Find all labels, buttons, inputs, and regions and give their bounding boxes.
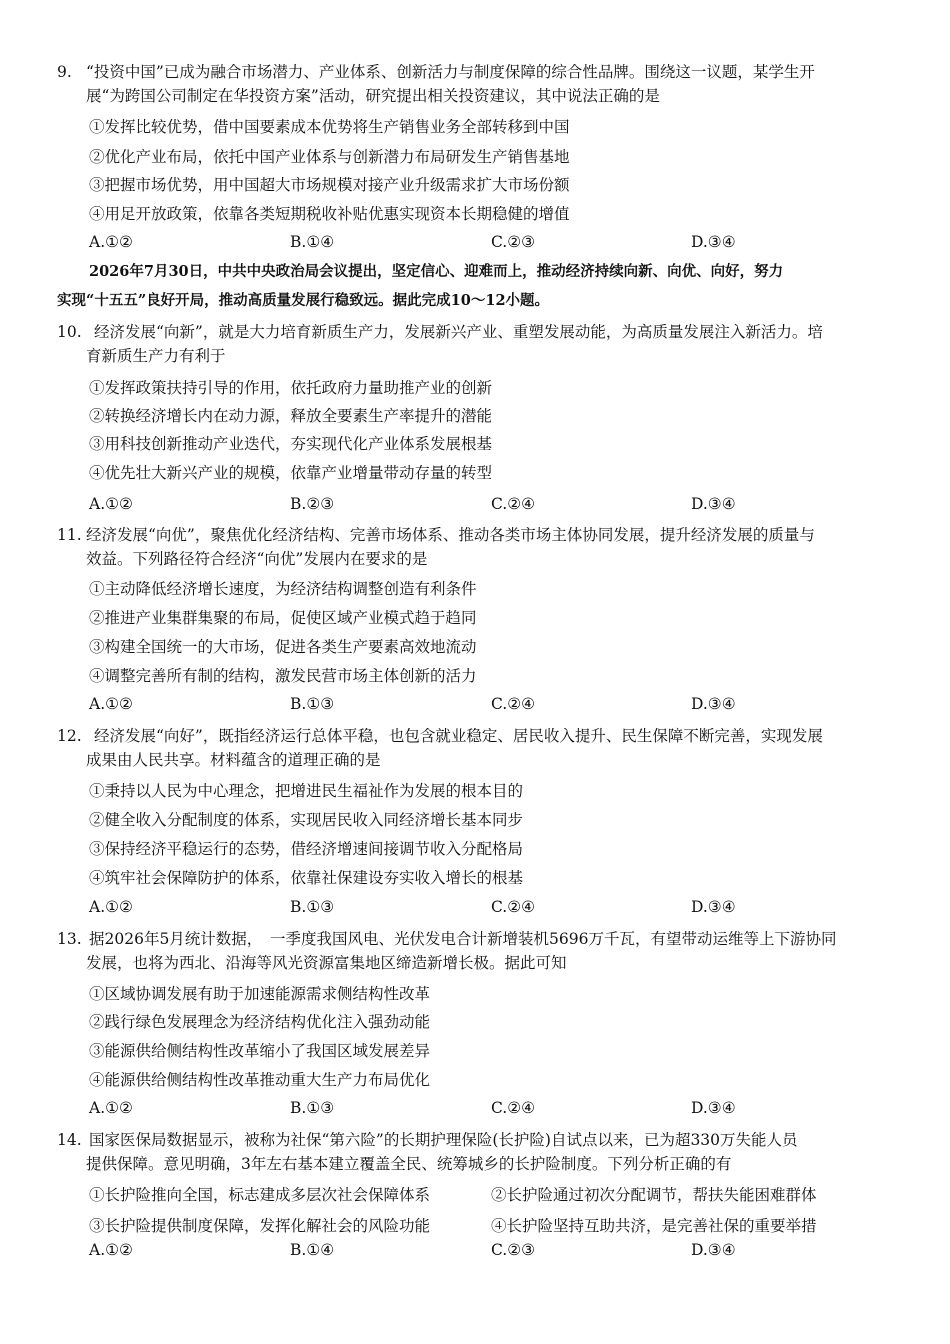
choice-a: A.①② <box>89 1099 133 1117</box>
question-stem: 提供保障。意见明确，3年左右基本建立覆盖全民、统筹城乡的长护险制度。下列分析正确的有 <box>86 1155 732 1173</box>
choice-d: D.③④ <box>691 1099 736 1117</box>
statement-item: ②长护险通过初次分配调节，帮扶失能困难群体 <box>491 1186 817 1204</box>
statement-item: ②推进产业集群集聚的布局，促使区域产业模式趋于趋同 <box>89 609 477 627</box>
question-number: 13. <box>57 930 82 948</box>
statement-item: ④优先壮大新兴产业的规模，依靠产业增量带动存量的转型 <box>89 464 493 482</box>
statement-item: ④能源供给侧结构性改革推动重大生产力布局优化 <box>89 1071 431 1089</box>
choice-d: D.③④ <box>691 695 736 713</box>
question-number: 14. <box>57 1131 82 1149</box>
choice-d: D.③④ <box>691 495 736 513</box>
question-number: 10. <box>57 323 82 341</box>
question-stem: 据2026年5月统计数据， 一季度我国风电、光伏发电合计新增装机5696万千瓦，有望带动运维等上下游协同 <box>89 930 837 948</box>
statement-item: ④筑牢社会保障防护的体系，依靠社保建设夯实收入增长的根基 <box>89 869 524 887</box>
question-stem: 展“为跨国公司制定在华投资方案”活动，研究提出相关投资建议，其中说法正确的是 <box>86 87 660 105</box>
statement-item: ③能源供给侧结构性改革缩小了我国区域发展差异 <box>89 1042 431 1060</box>
statement-item: ①发挥比较优势，借中国要素成本优势将生产销售业务全部转移到中国 <box>89 118 570 136</box>
statement-item: ①发挥政策扶持引导的作用，依托政府力量助推产业的创新 <box>89 379 493 397</box>
statement-item: ④用足开放政策，依靠各类短期税收补贴优惠实现资本长期稳健的增值 <box>89 205 570 223</box>
choice-b: B.①③ <box>290 695 335 713</box>
statement-item: ④调整完善所有制的结构，激发民营市场主体创新的活力 <box>89 667 477 685</box>
statement-item: ③长护险提供制度保障，发挥化解社会的风险功能 <box>89 1217 431 1235</box>
choice-b: B.①④ <box>290 1241 335 1259</box>
statement-item: ④长护险坚持互助共济，是完善社保的重要举措 <box>491 1217 817 1235</box>
question-stem: 成果由人民共享。材料蕴含的道理正确的是 <box>86 751 381 769</box>
choice-a: A.①② <box>89 495 133 513</box>
question-stem: 经济发展“向优”，聚焦优化经济结构、完善市场体系、推动各类市场主体协同发展，提升经济发展的质量与 <box>86 526 815 544</box>
statement-item: ①区域协调发展有助于加速能源需求侧结构性改革 <box>89 985 431 1003</box>
choice-b: B.①③ <box>290 898 335 916</box>
statement-item: ③用科技创新推动产业迭代，夯实现代化产业体系发展根基 <box>89 435 493 453</box>
choice-c: C.②④ <box>491 495 536 513</box>
statement-item: ③把握市场优势，用中国超大市场规模对接产业升级需求扩大市场份额 <box>89 176 570 194</box>
choice-c: C.②④ <box>491 898 536 916</box>
question-number: 12. <box>57 727 82 745</box>
choice-d: D.③④ <box>691 898 736 916</box>
choice-a: A.①② <box>89 1241 133 1259</box>
statement-item: ②健全收入分配制度的体系，实现居民收入同经济增长基本同步 <box>89 811 524 829</box>
question-number: 9. <box>57 63 72 81</box>
choice-b: B.①③ <box>290 1099 335 1117</box>
choice-d: D.③④ <box>691 1241 736 1259</box>
question-stem: 国家医保局数据显示，被称为社保“第六险”的长期护理保险(长护险)自试点以来，已为超330万失能人员 <box>89 1131 798 1149</box>
choice-d: D.③④ <box>691 233 736 251</box>
question-stem: 效益。下列路径符合经济“向优”发展内在要求的是 <box>86 550 428 568</box>
choice-a: A.①② <box>89 233 133 251</box>
choice-b: B.②③ <box>290 495 335 513</box>
choice-c: C.②④ <box>491 1099 536 1117</box>
choice-c: C.②③ <box>491 233 536 251</box>
choice-c: C.②③ <box>491 1241 536 1259</box>
statement-item: ①长护险推向全国，标志建成多层次社会保障体系 <box>89 1186 431 1204</box>
choice-a: A.①② <box>89 695 133 713</box>
statement-item: ①秉持以人民为中心理念，把增进民生福祉作为发展的根本目的 <box>89 782 524 800</box>
material-line: 实现“十五五”良好开局，推动高质量发展行稳致远。据此完成10～12小题。 <box>57 292 550 309</box>
choice-a: A.①② <box>89 898 133 916</box>
question-stem: 经济发展“向好”，既指经济运行总体平稳，也包含就业稳定、居民收入提升、民生保障不断完善，实现发展 <box>94 727 823 745</box>
question-stem: 经济发展“向新”，就是大力培育新质生产力，发展新兴产业、重塑发展动能，为高质量发展注入新活力。培 <box>94 323 823 341</box>
statement-item: ②践行绿色发展理念为经济结构优化注入强劲动能 <box>89 1013 431 1031</box>
statement-item: ②优化产业布局，依托中国产业体系与创新潜力布局研发生产销售基地 <box>89 148 570 166</box>
material-line: 2026年7月30日，中共中央政治局会议提出，坚定信心、迎难而上，推动经济持续向新、向优、向好，努力 <box>89 263 784 280</box>
statement-item: ③保持经济平稳运行的态势，借经济增速间接调节收入分配格局 <box>89 840 524 858</box>
statement-item: ①主动降低经济增长速度，为经济结构调整创造有利条件 <box>89 580 477 598</box>
statement-item: ③构建全国统一的大市场，促进各类生产要素高效地流动 <box>89 638 477 656</box>
question-stem: “投资中国”已成为融合市场潜力、产业体系、创新活力与制度保障的综合性品牌。围绕这一议题，某学生开 <box>86 63 815 81</box>
question-number: 11. <box>57 526 82 544</box>
question-stem: 育新质生产力有利于 <box>86 347 226 365</box>
choice-b: B.①④ <box>290 233 335 251</box>
statement-item: ②转换经济增长内在动力源，释放全要素生产率提升的潜能 <box>89 407 493 425</box>
question-stem: 发展，也将为西北、沿海等风光资源富集地区缔造新增长极。据此可知 <box>86 954 567 972</box>
choice-c: C.②④ <box>491 695 536 713</box>
